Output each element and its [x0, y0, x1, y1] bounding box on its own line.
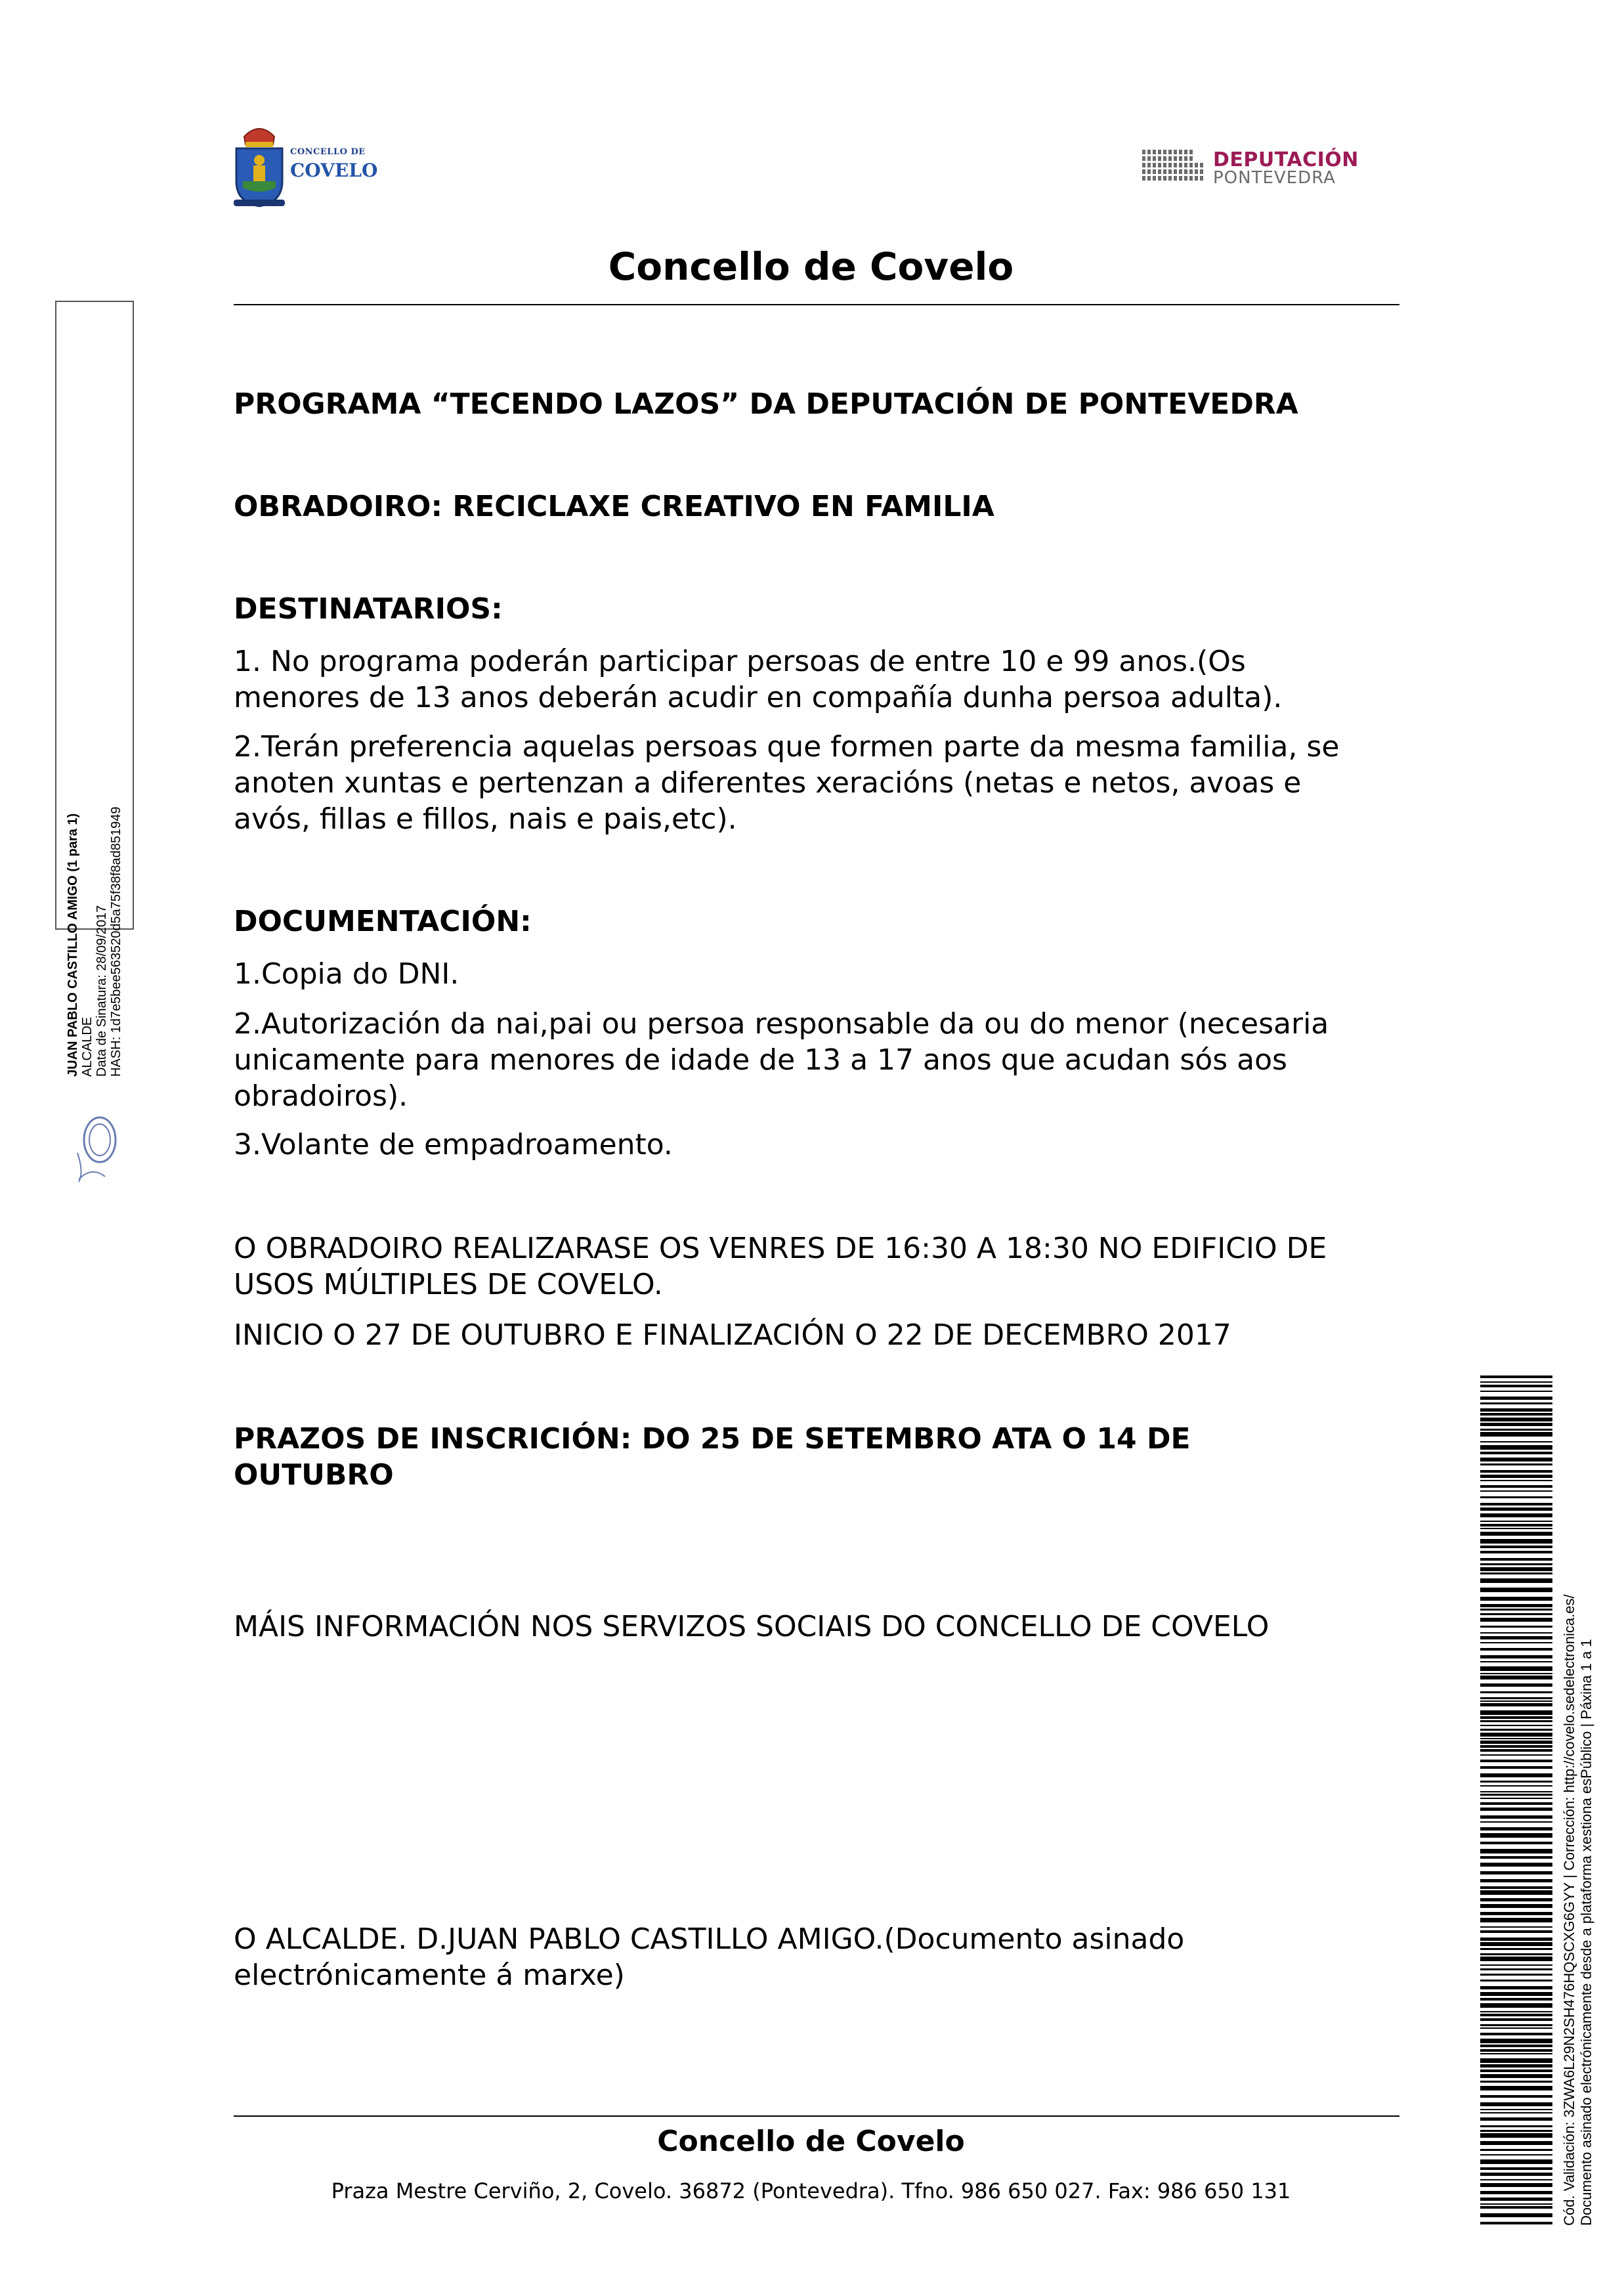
- recipients-item-2: [234, 729, 1415, 837]
- signer-role: ALCALDE: [80, 1016, 95, 1077]
- seal-icon: [72, 1114, 119, 1186]
- validation-barcode: [1480, 1375, 1552, 2226]
- deputacion-logo-line1: DEPUTACIÓN: [1213, 148, 1359, 171]
- documentation-item-2-line1: 2.Autorización da nai,pai ou persoa responsable da ou do menor (necesaria: [234, 1007, 1329, 1041]
- validation-code: Cód. Validación: 3ZWA6L29N2SH476HQSCXG6GYY | Corrección: http://covelo.sedelectronica.es/: [1561, 1594, 1577, 2226]
- footer-title: Concello de Covelo: [657, 2125, 965, 2158]
- mayor-signature-text: [234, 1921, 1415, 1993]
- covelo-logo-line1: CONCELLO DE: [290, 147, 366, 157]
- mayor-signature-line1: O ALCALDE. D.JUAN PABLO CASTILLO AMIGO.(Documento asinado: [234, 1922, 1185, 1956]
- documentation-heading: DOCUMENTACIÓN:: [234, 905, 532, 938]
- recipients-item-2-line1: 2.Terán preferencia aquelas persoas que formen parte da mesma familia, se: [234, 730, 1340, 764]
- concello-covelo-logo: [230, 118, 387, 210]
- documentation-item-2: [234, 1006, 1415, 1114]
- deputacion-logo-line2: PONTEVEDRA: [1213, 168, 1336, 188]
- recipients-item-1: [234, 643, 1415, 716]
- footer-divider: [234, 2115, 1399, 2117]
- documentation-item-1: 1.Copia do DNI.: [234, 957, 459, 991]
- more-info-text: MÁIS INFORMACIÓN NOS SERVIZOS SOCIAIS DO CONCELLO DE COVELO: [234, 1610, 1270, 1643]
- program-title: PROGRAMA “TECENDO LAZOS” DA DEPUTACIÓN DE PONTEVEDRA: [234, 387, 1298, 421]
- header-divider: [234, 304, 1399, 305]
- covelo-logo-line2: COVELO: [290, 160, 378, 181]
- signature-date: Data de Sinatura: 28/09/2017: [95, 905, 109, 1077]
- schedule-line2: USOS MÚLTIPLES DE COVELO.: [234, 1268, 663, 1301]
- schedule-line1: O OBRADOIRO REALIZARASE OS VENRES DE 16:30 A 18:30 NO EDIFICIO DE: [234, 1232, 1327, 1265]
- signature-hash: HASH: 1d7e5bee563520d5a75f38f8ad851949: [109, 806, 123, 1077]
- schedule-text: [234, 1230, 1415, 1303]
- signer-name: JUAN PABLO CASTILLO AMIGO (1 para 1): [66, 813, 80, 1077]
- covelo-logo-text: [290, 147, 377, 181]
- deputacion-grid-icon: [1142, 150, 1208, 183]
- recipients-heading: DESTINATARIOS:: [234, 592, 503, 626]
- recipients-item-2-line3: avós, fillas e fillos, nais e pais,etc).: [234, 802, 737, 836]
- deputacion-pontevedra-logo: [1142, 148, 1359, 188]
- mayor-signature-line2: electrónicamente á marxe): [234, 1959, 625, 1992]
- documentation-item-2-line3: obradoiros).: [234, 1079, 408, 1113]
- recipients-item-1-line2: menores de 13 anos deberán acudir en compañía dunha persoa adulta).: [234, 681, 1283, 714]
- validation-platform: Documento asinado electrónicamente desde a plataforma xestiona esPúblico | Páxina 1 a 1: [1578, 1639, 1594, 2226]
- recipients-item-2-line2: anoten xuntas e pertenzan a diferentes xeracións (netas e netos, avoas e: [234, 766, 1302, 800]
- deadline-line2: OUTUBRO: [234, 1458, 394, 1492]
- footer-address: Praza Mestre Cerviño, 2, Covelo. 36872 (Pontevedra). Tfno. 986 650 027. Fax: 986 650 131: [331, 2178, 1291, 2203]
- workshop-title: OBRADOIRO: RECICLAXE CREATIVO EN FAMILIA: [234, 490, 994, 523]
- signature-details: [66, 807, 123, 1077]
- page-title: Concello de Covelo: [608, 244, 1014, 289]
- deadline-line1: PRAZOS DE INSCRICIÓN: DO 25 DE SETEMBRO ATA O 14 DE: [234, 1422, 1191, 1456]
- recipients-item-1-line1: 1. No programa poderán participar persoas de entre 10 e 99 anos.(Os: [234, 645, 1246, 678]
- coat-of-arms-icon: [230, 118, 289, 210]
- deadline-text: [234, 1421, 1415, 1493]
- electronic-signature-box: [55, 301, 134, 1077]
- documentation-item-2-line2: unicamente para menores de idade de 13 a 17 anos que acudan sós aos: [234, 1043, 1287, 1077]
- documentation-item-3: 3.Volante de empadroamento.: [234, 1128, 673, 1161]
- dates-text: INICIO O 27 DE OUTUBRO E FINALIZACIÓN O 22 DE DECEMBRO 2017: [234, 1318, 1231, 1352]
- validation-text: [1561, 1594, 1595, 2226]
